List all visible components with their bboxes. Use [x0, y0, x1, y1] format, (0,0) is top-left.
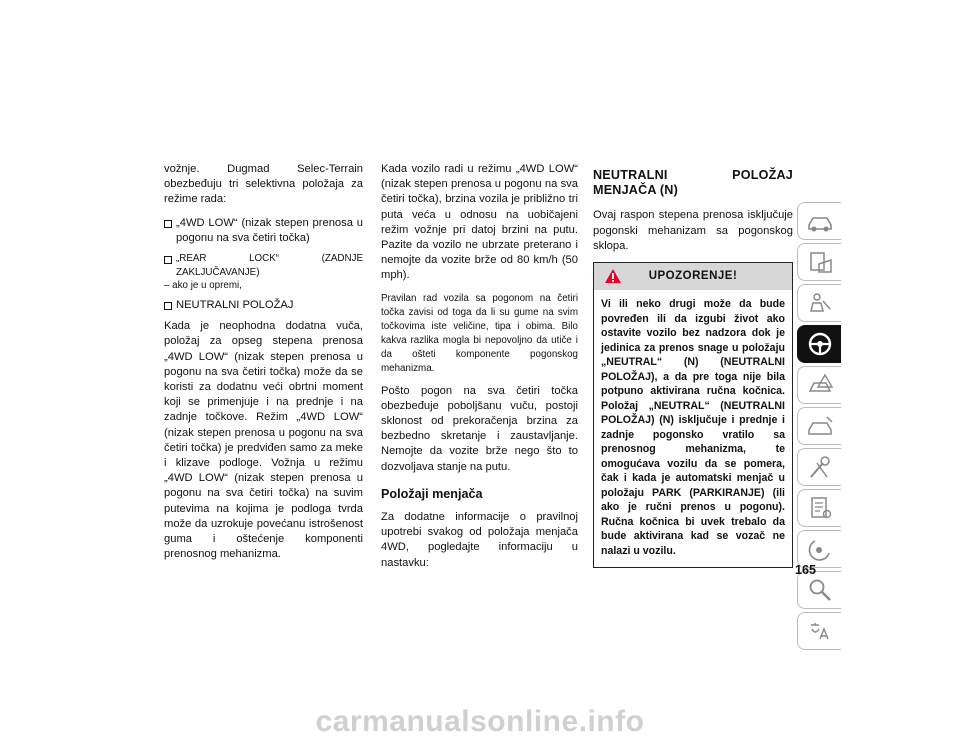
- intro-paragraph: vožnje. Dugmad Selec-Terrain obezbeđuju tri selektivna položaja za režime rada:: [164, 163, 363, 206]
- bullet-note: – ako je u opremi,: [164, 280, 242, 292]
- bullet-item: [164, 252, 363, 292]
- tab-car-info[interactable]: [797, 202, 841, 240]
- body-paragraph: Kada je neophodna dodatna vuča, položaj za opseg stepena prenosa „4WD LOW“ (nizak stepen prenosa u pogonu na sva četiri točka) može da se koristi za dodatnu veći obrtni moment koji se primenjuje i na prednje i na zadnje točkove. Režim „4WD LOW“ (nizak stepen prenosa u pogonu na sva četiri točka) je predviđen samo za meke i klizave podloge. Vožnja u režimu „4WD LOW“ (nizak stepen prenosa u pogonu na sva četiri točka) na suvim putevima na kojima je podloga tvrda može da uzrokuje povećanu istrošenost guma i oštećenje komponenti prenosnog mehanizma.: [164, 320, 363, 561]
- checkbox-square-icon: [164, 220, 172, 228]
- chapter-tabs: [797, 202, 841, 653]
- bullet-item: [164, 216, 363, 246]
- warning-title: UPOZORENJE!: [648, 270, 738, 283]
- body-paragraph: Za dodatne informacije o pravilnoj upotrebi svakog od položaja menjača 4WD, pogledajte informaciju u nastavku:: [381, 511, 578, 569]
- warning-triangle-icon: [604, 268, 622, 284]
- checkbox-square-icon: [164, 302, 172, 310]
- body-paragraph: Pravilan rad vozila sa pogonom na četiri točka zavisi od toga da li su gume na svim točkovima iste veličine, tipa i obima. Bilo kakva razlika mogla bi nepovoljno da utiče i da ošteti komponente pogonskog mehanizma.: [381, 292, 578, 374]
- bullet-label: NEUTRALNI POLOŽAJ: [176, 299, 294, 312]
- column-1: [164, 162, 363, 570]
- warning-lights-icon: [805, 371, 835, 399]
- warning-text: Vi ili neko drugi može da bude povređen ili da izgubi život ako ostavite vozilo bez nadzora dok je jedinica za prenos snage u položaju „NEUTRAL“ (N) (NEUTRALNI POLOŽAJ), a da pre toga nije bila potpuno aktivirana ručna kočnica. Položaj „NEUTRAL“ (NEUTRALNI POLOŽAJ) (N) isključuje i prednje i zadnje pogonsko vratilo sa prenosnog mehanizma, te omogućava vozilu da se pomera, čak i kada je automatski menjač u položaju PARK (PARKIRANJE) (ili ako je ručni prenos u pogonu). Ručna kočnica bi uvek trebalo da bude aktivirana kad se vozač ne nalazi u vozilu.: [601, 298, 785, 557]
- steering-wheel-icon: [805, 330, 835, 358]
- body-paragraph: Pošto pogon na sva četiri točka obezbeđuje poboljšanu vuču, postoji sklonost od prekoračenja brzina za bezbedno skretanje i zaustavljanje. Nemojte da vozite brže nego što to dozvoljava stanje na putu.: [381, 384, 578, 473]
- section-heading: Položaji menjača: [381, 486, 483, 501]
- bullet-label: „4WD LOW“ (nizak stepen prenosa u pogonu na sva četiri točka): [176, 216, 363, 244]
- tab-warning-lights[interactable]: [797, 366, 841, 404]
- tab-specifications[interactable]: [797, 489, 841, 527]
- search-icon: [805, 576, 835, 604]
- language-icon: [805, 617, 835, 645]
- section-title: NEUTRALNI POLOŽAJ MENJAČA (N): [593, 168, 793, 198]
- warning-header: [594, 263, 792, 290]
- dashboard-icon: [805, 248, 835, 276]
- warning-box: [593, 262, 793, 568]
- tab-emergency[interactable]: [797, 407, 841, 445]
- tab-steering-wheel[interactable]: [797, 325, 841, 363]
- emergency-icon: [805, 412, 835, 440]
- bullet-label: „REAR LOCK“ (ZADNJE ZAKLJUČAVANJE): [176, 253, 363, 279]
- service-icon: [805, 453, 835, 481]
- bullet-item: [164, 298, 363, 313]
- tab-service[interactable]: [797, 448, 841, 486]
- page-number: 165: [795, 563, 817, 577]
- multimedia-icon: [805, 535, 835, 563]
- watermark: carmanualsonline.info: [315, 705, 645, 738]
- body-paragraph: Kada vozilo radi u režimu „4WD LOW“ (nizak stepen prenosa u pogonu na sva četiri točka), brzina vozila je približno tri puta veća u odnosu na uobičajeni režim vožnje pri datoj brzini na putu. Pazite da vozilo ne ubrzate preterano i nemojte da vozite brže od 80 km/h (50 mph).: [381, 163, 578, 282]
- safety-icon: [805, 289, 835, 317]
- checkbox-square-icon: [164, 256, 172, 264]
- column-2: [381, 162, 578, 579]
- tab-dashboard[interactable]: [797, 243, 841, 281]
- car-info-icon: [805, 207, 835, 235]
- body-paragraph: Ovaj raspon stepena prenosa isključuje pogonski mehanizam sa pogonskog sklopa.: [593, 209, 793, 252]
- column-3: [593, 162, 793, 568]
- specifications-icon: [805, 494, 835, 522]
- tab-language[interactable]: [797, 612, 841, 650]
- tab-safety[interactable]: [797, 284, 841, 322]
